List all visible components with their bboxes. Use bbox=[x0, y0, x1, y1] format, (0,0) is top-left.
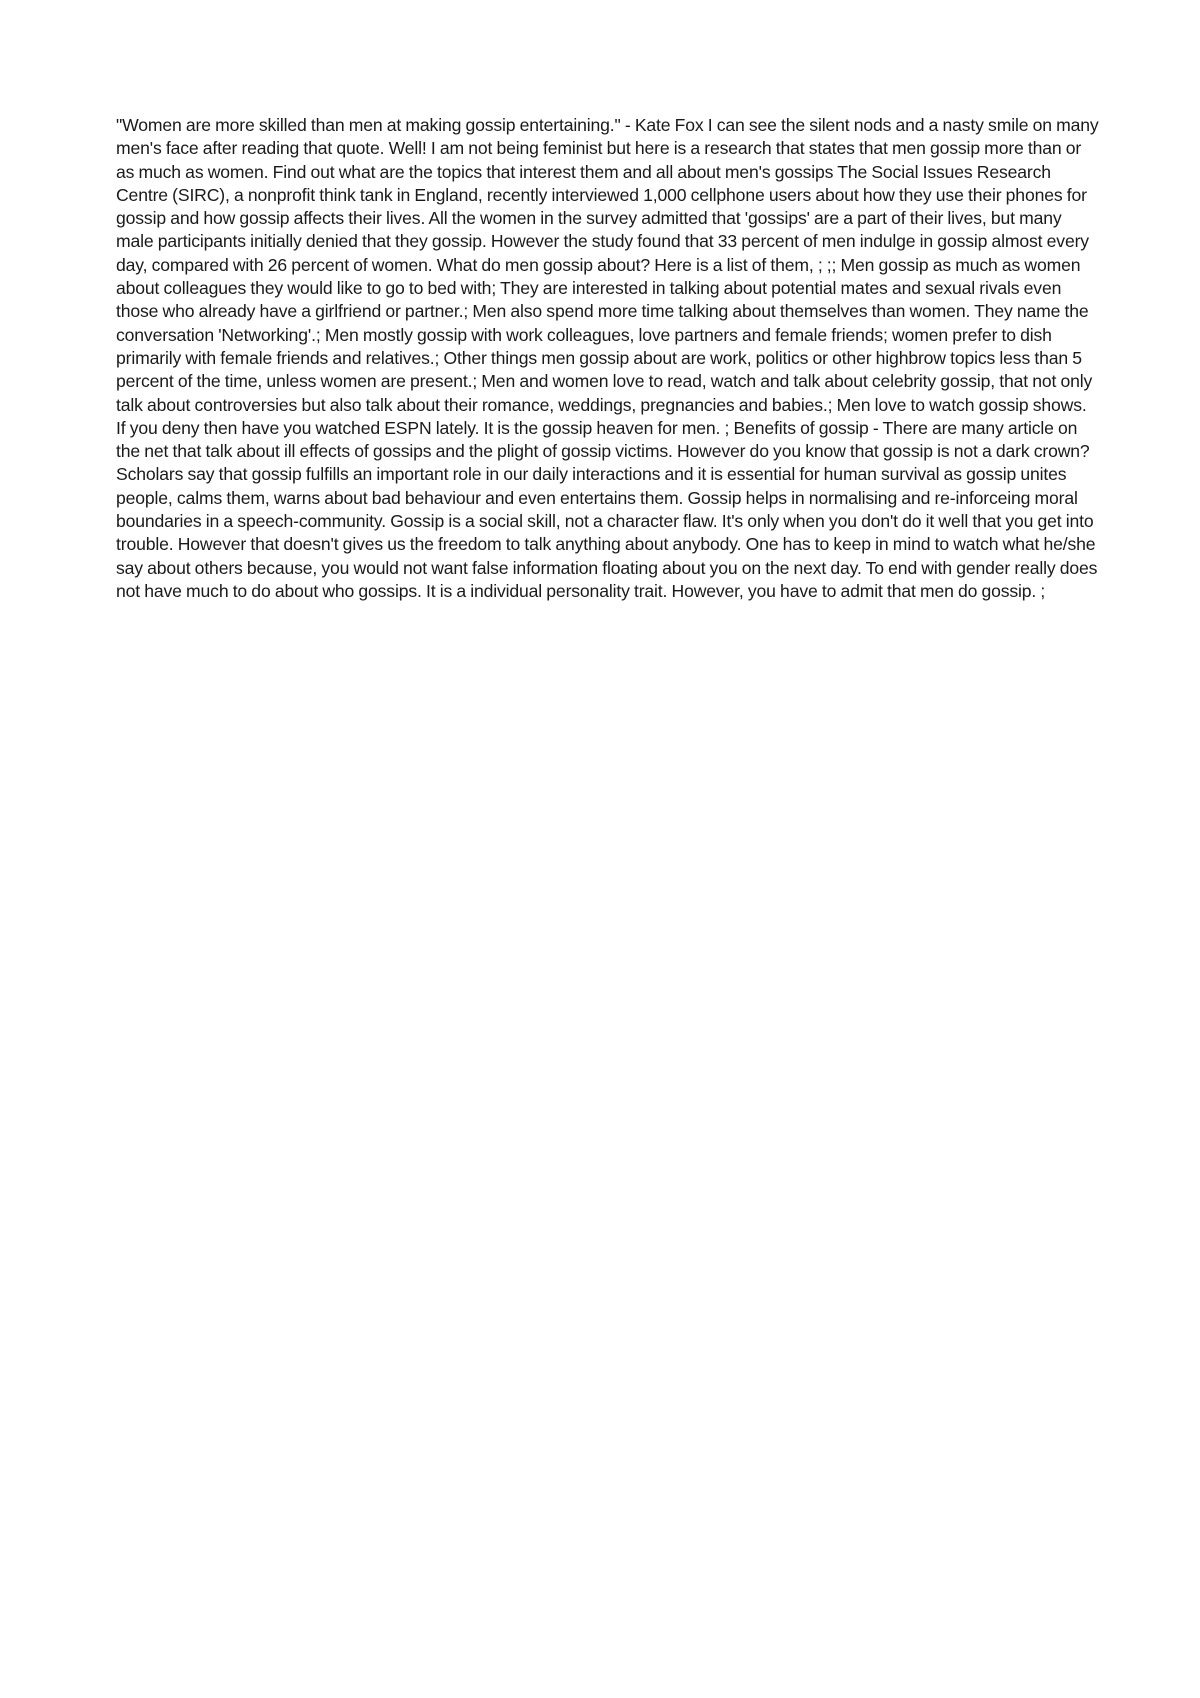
body-paragraph: "Women are more skilled than men at making gossip entertaining." - Kate Fox I can see the silent nods and a nasty smile on many men's face after reading that quote. Well! I am not being feminist but here is a research that states that men gossip more than or as much as women. Find out what are the topics that interest them and all about men's gossips The Social Issues Research Centre (SIRC), a nonprofit think tank in England, recently interviewed 1,000 cellphone users about how they use their phones for gossip and how gossip affects their lives. All the women in the survey admitted that 'gossips' are a part of their lives, but many male participants initially denied that they gossip. However the study found that 33 percent of men indulge in gossip almost every day, compared with 26 percent of women. What do men gossip about? Here is a list of them, ; ;; Men gossip as much as women about colleagues they would like to go to bed with; They are interested in talking about potential mates and sexual rivals even those who already have a girlfriend or partner.; Men also spend more time talking about themselves than women. They name the conversation 'Networking'.; Men mostly gossip with work colleagues, love partners and female friends; women prefer to dish primarily with female friends and relatives.; Other things men gossip about are work, politics or other highbrow topics less than 5 percent of the time, unless women are present.; Men and women love to read, watch and talk about celebrity gossip, that not only talk about controversies but also talk about their romance, weddings, pregnancies and babies.; Men love to watch gossip shows. If you deny then have you watched ESPN lately. It is the gossip heaven for men. ; Benefits of gossip - There are many article on the net that talk about ill effects of gossips and the plight of gossip victims. However do you know that gossip is not a dark crown? Scholars say that gossip fulfills an important role in our daily interactions and it is essential for human survival as gossip unites people, calms them, warns about bad behaviour and even entertains them. Gossip helps in normalising and re-inforceing moral boundaries in a speech-community. Gossip is a social skill, not a character flaw. It's only when you don't do it well that you get into trouble. However that doesn't gives us the freedom to talk anything about anybody. One has to keep in mind to watch what he/she say about others because, you would not want false information floating about you on the next day. To end with gender really does not have much to do about who gossips. It is a individual personality trait. However, you have to admit that men do gossip. ; bbox=[116, 115, 1099, 601]
